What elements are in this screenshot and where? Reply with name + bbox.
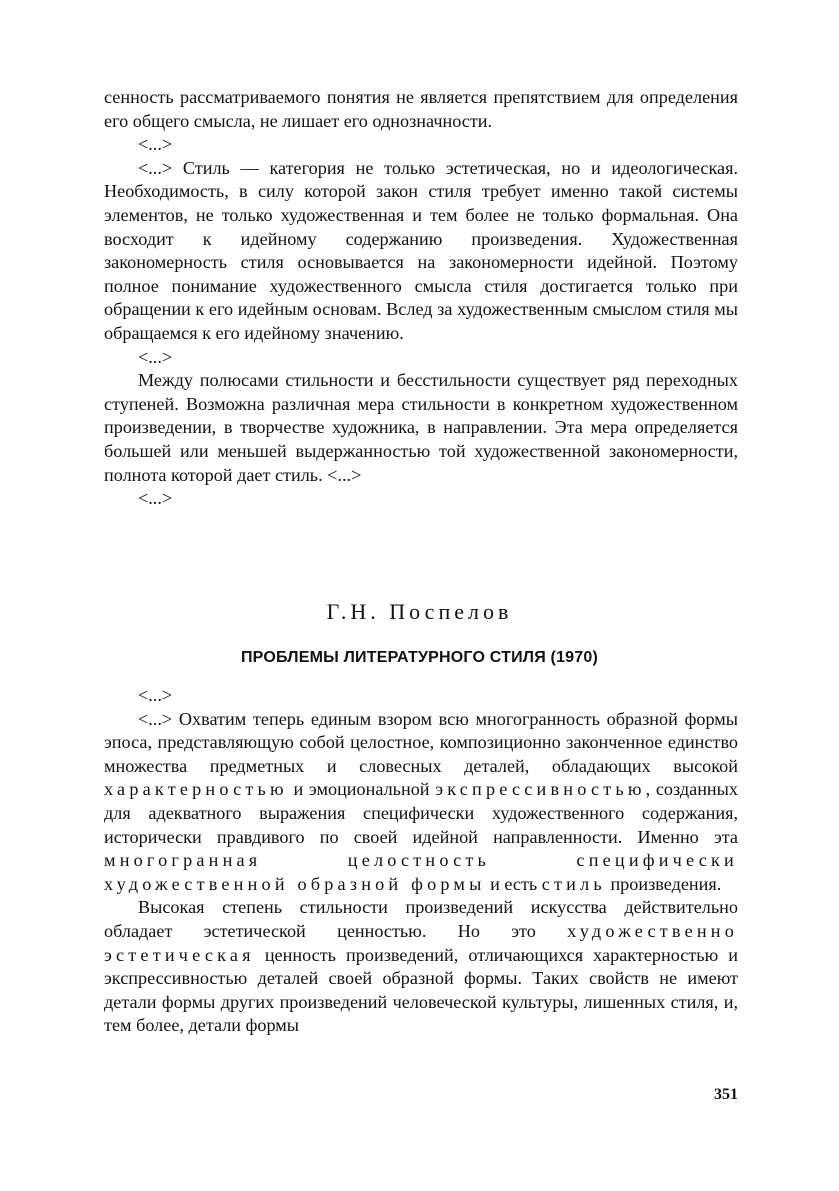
- text-run: , созданных для адекватного выражения специфически художественного содержания, исторически правдивого по своей идейной направленности. Именно эта: [104, 779, 738, 847]
- section-title: ПРОБЛЕМЫ ЛИТЕРАТУРНОГО СТИЛЯ (1970): [240, 649, 599, 666]
- omission-marker: <...>: [138, 488, 173, 509]
- emphasis-text: экспрессивностью: [435, 779, 646, 800]
- omission-marker: <...>: [138, 134, 173, 155]
- page-number: 351: [714, 1086, 738, 1103]
- emphasis-text: стиль: [541, 873, 606, 894]
- paragraph-aesthetic-value: [104, 896, 738, 1038]
- emphasis-text: художественно эстетическая: [104, 920, 738, 965]
- lower-text-block: [104, 684, 738, 1038]
- paragraph-epic-form: [104, 708, 738, 897]
- text-run: ценность произведений, отличающихся характерностью и экспрессивностью деталей своей образной формы. Таких свойств не имеют детали формы других произведений человеческой культуры, лишенных стиля, и, тем более, детали формы: [104, 944, 738, 1036]
- text-run: и есть: [485, 873, 542, 894]
- paragraph-continuation: сенность рассматриваемого понятия не является препятствием для определения его общего смысла, не лишает его однозначности.: [104, 87, 738, 131]
- upper-text-block: [104, 86, 738, 511]
- paragraph-style-category: <...> Стиль — категория не только эстетическая, но и идеологическая. Необходимость, в силу которой закон стиля требует именно такой системы элементов, не только художественная и тем более не только формальная. Она восходит к идейному содержанию произведения. Художественная закономерность стиля основывается на закономерности идейной. Поэтому полное понимание художественного смысла стиля достигается только при обращении к его идейным основам. Вслед за художественным смыслом стиля мы обращаемся к его идейному значению.: [104, 157, 738, 343]
- section-author: Г.Н. Поспелов: [326, 599, 513, 624]
- emphasis-text: многогранная целостность специфически художественной образной формы: [104, 850, 738, 894]
- emphasis-text: характерностью: [104, 779, 288, 800]
- text-run: и эмоциональной: [287, 779, 436, 800]
- paragraph-style-degrees: Между полюсами стильности и бесстильности существует ряд переходных ступеней. Возможна различная мера стильности в конкретном художественном произведении, в творчестве художника, в направлении. Эта мера определяется большей или меньшей выдержанностью той художественной закономерности, полнота которой дает стиль. <...>: [104, 370, 738, 485]
- omission-marker: <...>: [138, 685, 173, 705]
- omission-marker: <...>: [138, 346, 173, 367]
- text-run: Высокая степень стильности произведений искусства действительно обладает эстетической ценностью. Но это: [104, 897, 738, 941]
- text-run: произведения.: [605, 873, 722, 894]
- text-run: <...> Охватим теперь единым взором всю многогранность образной формы эпоса, представляющую собой целостное, композиционно законченное единство множества предметных и словесных деталей, обладающих высокой: [104, 708, 738, 776]
